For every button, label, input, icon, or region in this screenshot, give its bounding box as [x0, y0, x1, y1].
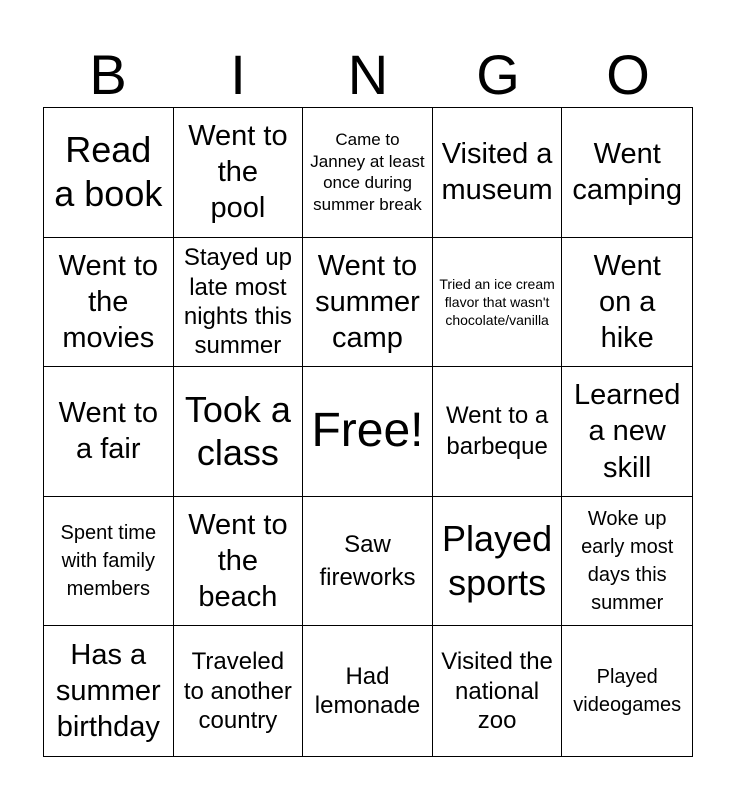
- cell-text: Had lemonade: [314, 662, 421, 720]
- bingo-cell[interactable]: [174, 497, 304, 627]
- bingo-cell[interactable]: [44, 497, 174, 627]
- bingo-cell[interactable]: [562, 238, 692, 368]
- bingo-cell[interactable]: [303, 367, 433, 497]
- cell-text: Came to Janney at least once during summer break: [310, 129, 425, 215]
- bingo-cell[interactable]: [303, 497, 433, 627]
- bingo-cell[interactable]: [562, 108, 692, 238]
- bingo-cell[interactable]: [174, 626, 304, 756]
- header-letter-g: G: [476, 43, 520, 106]
- bingo-cell[interactable]: [562, 497, 692, 627]
- cell-text: Went to a barbeque: [445, 402, 549, 461]
- header-letter-n: N: [347, 43, 389, 106]
- header-letter-b: B: [89, 43, 127, 106]
- cell-text: Took a class: [184, 388, 291, 474]
- bingo-cell[interactable]: [44, 367, 174, 497]
- bingo-cell[interactable]: [303, 626, 433, 756]
- bingo-cell[interactable]: [44, 238, 174, 368]
- cell-text: Went camping: [572, 138, 682, 207]
- cell-text: Has a summer birthday: [55, 638, 161, 744]
- bingo-cell[interactable]: [433, 626, 563, 756]
- bingo-cell[interactable]: [433, 108, 563, 238]
- bingo-cell[interactable]: [562, 367, 692, 497]
- cell-text: Played sports: [442, 518, 553, 604]
- bingo-board: [43, 107, 693, 757]
- cell-text: Went on a hike: [593, 249, 661, 355]
- bingo-cell[interactable]: [433, 238, 563, 368]
- bingo-cell[interactable]: [44, 108, 174, 238]
- cell-text: Traveled to another country: [183, 648, 292, 734]
- cell-text: Learned a new skill: [573, 379, 681, 484]
- bingo-cell[interactable]: [303, 108, 433, 238]
- bingo-header: [43, 44, 693, 106]
- cell-text: Visited the national zoo: [441, 648, 553, 734]
- cell-text: Spent time with family members: [60, 522, 157, 601]
- cell-text: Stayed up late most nights this summer: [183, 244, 292, 360]
- header-letter-o: O: [606, 43, 650, 106]
- cell-text: Went to summer camp: [315, 249, 420, 355]
- cell-text: Saw fireworks: [319, 530, 416, 592]
- bingo-cell[interactable]: [174, 367, 304, 497]
- cell-text: Went to the pool: [188, 119, 288, 225]
- bingo-cell[interactable]: [44, 626, 174, 756]
- bingo-cell[interactable]: [174, 108, 304, 238]
- bingo-cell[interactable]: [433, 367, 563, 497]
- cell-text: Read a book: [54, 129, 163, 215]
- bingo-cell[interactable]: [562, 626, 692, 756]
- cell-text: Went to the movies: [58, 249, 158, 355]
- cell-text: Went to the beach: [188, 508, 288, 614]
- bingo-cell[interactable]: [303, 238, 433, 368]
- cell-text: Visited a museum: [441, 138, 553, 207]
- cell-text: Played videogames: [573, 666, 682, 717]
- bingo-cell[interactable]: [174, 238, 304, 368]
- cell-text: Went to a fair: [58, 397, 158, 466]
- free-space: Free!: [311, 404, 424, 458]
- cell-text: Tried an ice cream flavor that wasn't chocolate/vanilla: [439, 275, 555, 328]
- bingo-cell[interactable]: [433, 497, 563, 627]
- cell-text: Woke up early most days this summer: [581, 508, 674, 615]
- header-letter-i: I: [230, 43, 246, 106]
